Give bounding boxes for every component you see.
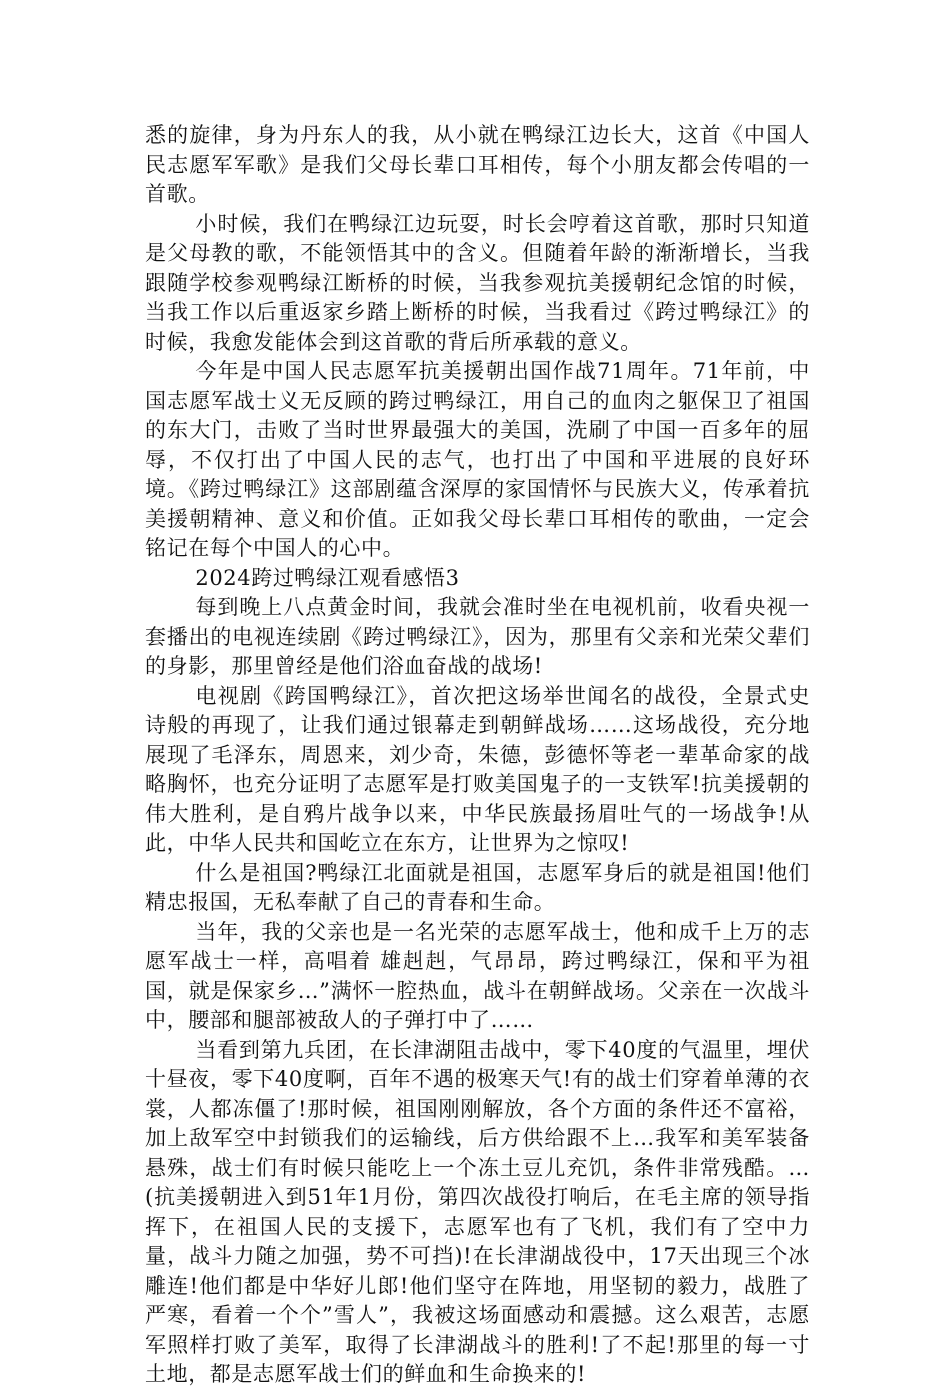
paragraph-6: 什么是祖国?鸭绿江北面就是祖国，志愿军身后的就是祖国!他们精忠报国，无私奉献了自己的青春和生命。 <box>145 860 810 914</box>
paragraph-5: 电视剧《跨国鸭绿江》，首次把这场举世闻名的战役，全景式史诗般的再现了，让我们通过银幕走到朝鲜战场……这场战役，充分地展现了毛泽东，周恩来，刘少奇，朱德，彭德怀等老一辈革命家的战略胸怀，也充分证明了志愿军是打败美国鬼子的一支铁军!抗美援朝的伟大胜利，是自鸦片战争以来，中华民族最扬眉吐气的一场战争!从此，中华人民共和国屹立在东方，让世界为之惊叹! <box>145 683 810 855</box>
paragraph-1: 悉的旋律，身为丹东人的我，从小就在鸭绿江边长大，这首《中国人民志愿军军歌》是我们父母长辈口耳相传，每个小朋友都会传唱的一首歌。 <box>145 123 810 206</box>
paragraph-4: 每到晚上八点黄金时间，我就会准时坐在电视机前，收看央视一套播出的电视连续剧《跨过鸭绿江》，因为，那里有父亲和光荣父辈们的身影，那里曾经是他们浴血奋战的战场! <box>145 595 810 678</box>
paragraph-8: 当看到第九兵团，在长津湖阻击战中，零下40度的气温里，埋伏十昼夜，零下40度啊，百年不遇的极寒天气!有的战士们穿着单薄的衣裳，人都冻僵了!那时候，祖国刚刚解放，各个方面的条件还不富裕，加上敌军空中封锁我们的运输线，后方供给跟不上…我军和美军装备悬殊，战士们有时候只能吃上一个冻土豆儿充饥，条件非常残酷。…(抗美援朝进入到51年1月份，第四次战役打响后，在毛主席的领导指挥下，在祖国人民的支援下，志愿军也有了飞机，我们有了空中力量，战斗力随之加强，势不可挡)!在长津湖战役中，17天出现三个冰雕连!他们都是中华好儿郎!他们坚守在阵地，用坚韧的毅力，战胜了严寒，看着一个个”雪人”，我被这场面感动和震撼。这么艰苦，志愿军照样打败了美军，取得了长津湖战斗的胜利!了不起!那里的每一寸土地，都是志愿军战士们的鲜血和生命换来的! <box>145 1037 810 1386</box>
document-body <box>145 121 810 1390</box>
paragraph-2: 小时候，我们在鸭绿江边玩耍，时长会哼着这首歌，那时只知道是父母教的歌，不能领悟其中的含义。但随着年龄的渐渐增长，当我跟随学校参观鸭绿江断桥的时候，当我参观抗美援朝纪念馆的时候，当我工作以后重返家乡踏上断桥的时候，当我看过《跨过鸭绿江》的时候，我愈发能体会到这首歌的背后所承载的意义。 <box>145 211 810 354</box>
section-heading: 2024跨过鸭绿江观看感悟3 <box>195 565 460 590</box>
paragraph-3: 今年是中国人民志愿军抗美援朝出国作战71周年。71年前，中国志愿军战士义无反顾的跨过鸭绿江，用自己的血肉之躯保卫了祖国的东大门，击败了当时世界最强大的美国，洗刷了中国一百多年的屈辱，不仅打出了中国人民的志气，也打出了中国和平进展的良好环境。《跨过鸭绿江》这部剧蕴含深厚的家国情怀与民族大义，传承着抗美援朝精神、意义和价值。正如我父母长辈口耳相传的歌曲，一定会铭记在每个中国人的心中。 <box>145 359 810 560</box>
paragraph-7: 当年，我的父亲也是一名光荣的志愿军战士，他和成千上万的志愿军战士一样，高唱着 雄赳赳，气昂昂，跨过鸭绿江，保和平为祖国，就是保家乡…”满怀一腔热血，战斗在朝鲜战场。父亲在一次战斗中，腰部和腿部被敌人的子弹打中了…… <box>145 919 810 1032</box>
